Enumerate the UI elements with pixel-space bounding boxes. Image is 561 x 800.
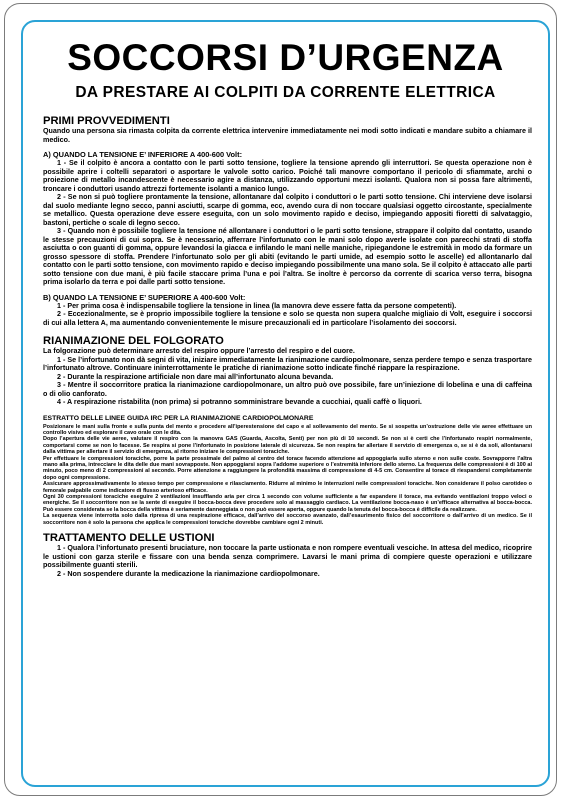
subsection-heading-a: A) QUANDO LA TENSIONE E’ INFERIORE A 400-600 Volt:: [43, 150, 243, 159]
sign-title: SOCCORSI D’URGENZA: [67, 37, 504, 78]
section-heading-ustioni: TRATTAMENTO DELLE USTIONI: [43, 532, 215, 544]
ustioni-item-1: 1 - Qualora l’infortunato presenti bruciature, non toccare la parte ustionata e non rompere eventuali vesciche. In attesa del medico, ricoprire le ustioni con garza sterile e fissare con una benda senza comprimere. Lavarsi le mani prima di compiere queste operazioni e utilizzare possibilmente guanti sterili.: [43, 544, 532, 569]
irc-paragraph-5: Ogni 30 compressioni toraciche eseguire 2 ventilazioni insufflando aria per circa 1 secondo con volume sufficiente a far espandere il torace, ma evitando ventilazioni troppo veloci o energiche. Se il soccorritore non se la sente di eseguire il bocca-bocca deve procedere solo al massaggio cardiaco. La ventilazione bocca-naso è un’efficace alternativa al bocca-bocca. Può essere considerata se la bocca della vittima è seriamente danneggiata o non può essere aperta, oppure quando la tenuta del bocca-bocca è difficile da realizzare.: [43, 493, 532, 513]
rianimazione-item-2: 2 - Durante la respirazione artificiale non dare mai all’infortunato alcuna bevanda.: [57, 372, 334, 381]
irc-paragraph-4: Assicurare approssimativamente lo stesso tempo per compressione e rilasciamento. Ridurre al minimo le interruzioni nelle compressioni toraciche. Non considerare il polso carotideo o femorale palpabile come indicatore di flusso arterioso efficace.: [43, 481, 532, 494]
rianimazione-item-4: 4 - A respirazione ristabilita (non prima) si potranno somministrare bevande a cucchiai, quali caffè o liquori.: [57, 398, 422, 406]
primi-a-item-3: 3 - Quando non è possibile togliere la tensione né allontanare i conduttori o le parti sotto tensione, strappare il colpito dal contatto, usando le stesse precauzioni di cui sopra. Se è necessario, afferrare l’infortunato con le mani solo dopo averle isolate con parecchi strati di stoffa asciutta o con guanti di gomma, oppure levandosi la giacca e infilando le mani nelle maniche, ripiegandone le estremità in modo da formare un grosso spessore di stoffa. Prendere l’infortunato solo per gli abiti (evitando le parti umide, ad esempio sotto le ascelle) ed allontanarlo dal contatto con le parti sotto tensione, con movimento rapido e deciso impiegando possibilmente una mano sola. Se il colpito è attaccato alle parti sotto tensione con due mani, è più facile staccare prima l’una e poi l’altra. Se inoltre è percorso da corrente di scarica verso terra, bisogna prima isolarlo da terra e poi dalle parti sotto tensione.: [43, 227, 532, 286]
rianimazione-intro: La folgorazione può determinare arresto del respiro oppure l’arresto del respiro e del cuore.: [43, 347, 355, 355]
primi-b-item-1: 1 - Per prima cosa è indispensabile togliere la tensione in linea (la manovra deve essere fatta da persone competenti).: [57, 301, 457, 310]
irc-paragraph-2: Dopo l’apertura delle vie aeree, valutare il respiro con la manovra GAS (Guarda, Ascolta, Senti) per non più di 10 secondi. Se non si è certi che l’infortunato respiri normalmente, comportarsi come se non lo facesse. Se respira si pone l’infortunato in posizione laterale di sicurezza. Se non respira far allertare il servizio di emergenza o, se si è da soli, allontanarsi dalla vittima per allertare il servizio di emergenza, al ritorno iniziare le compressioni toraciche.: [43, 436, 532, 456]
ustioni-item-2: 2 - Non sospendere durante la medicazione la rianimazione cardiopolmonare.: [57, 569, 320, 578]
primi-a-item-2: 2 - Se non si può togliere prontamente la tensione, allontanare dal colpito i conduttori o le parti sotto tensione. Chi interviene deve isolarsi dal suolo mediante legno secco, panni asciutti, scarpe di gomma, ecc, avendo cura di non toccare qualsiasi oggetto circostante, specialmente se metallico. Questa operazione deve essere eseguita, con un solo movimento rapido e deciso, impiegando appositi fioretti di salvataggio, bastoni, pertiche o scale di legno secco.: [43, 193, 532, 227]
rianimazione-item-3: 3 - Mentre il soccorritore pratica la rianimazione cardiopolmonare, un altro può ove possibile, fare un’iniezione di lobelina e una di caffeina o di olio canforato.: [43, 381, 532, 398]
sign-content: [43, 115, 532, 578]
rianimazione-item-1: 1 - Se l’infortunato non dà segni di vita, iniziare immediatamente la rianimazione cardiopolmonare, senza perdere tempo e senza trasportare l’infortunato altrove. Continuare ininterrottamente le pratiche di rianimazione sotto indicate finché riappare la respirazione.: [43, 355, 532, 372]
primi-intro: Quando una persona sia rimasta colpita da corrente elettrica intervenire immediatamente nei modi sotto indicati e mandare subito a chiamare il medico.: [43, 127, 532, 144]
irc-paragraph-1: Posizionare le mani sulla fronte e sulla punta del mento e procedere all’iperestensione del capo e al sollevamento del mento. Se si sospetta un’ostruzione delle vie aeree effettuare un controllo visivo ed esplorare il cavo orale con le dita.: [43, 423, 532, 436]
section-heading-irc: ESTRATTO DELLE LINEE GUIDA IRC PER LA RIANIMAZIONE CARDIOPOLMONARE: [43, 414, 314, 422]
sign-inner-frame: [21, 20, 550, 787]
section-heading-rianimazione: RIANIMAZIONE DEL FOLGORATO: [43, 335, 224, 347]
sign-outer-frame: [4, 3, 557, 796]
irc-paragraph-3: Per effettuare le compressioni toraciche, porre la parte prossimale del palmo al centro del torace facendo attenzione ad appoggiarla sullo sterno e non sulle coste. Sovrapporre l’altra mano alla prima, intrecciare le dita delle due mani sovrapposte. Non appoggiarsi sopra l’addome superiore o l’estremità inferiore dello sterno. La frequenza delle compressioni è di 100 al minuto, poco meno di 2 compressioni al secondo. Porre attenzione a raggiungere la profondità massima di compressione di 4-5 cm. Consentire al torace di riespandersi completamente dopo ogni compressione.: [43, 455, 532, 481]
section-heading-primi-provvedimenti: PRIMI PROVVEDIMENTI: [43, 115, 170, 127]
primi-a-item-1: 1 - Se il colpito è ancora a contatto con le parti sotto tensione, togliere la tensione aprendo gli interruttori. Se questa operazione non è possibile aprire i coltelli separatori o asportare le valvole sotto carico. Poiché tali manovre comportano il pericolo di sfiammate, archi o proiezione di metallo incandescente è necessario agire a distanza, utilizzando opportuni mezzi isolanti. Qualora non si possa fare altrimenti, troncare i conduttori usando attrezzi fortemente isolanti a manico lungo.: [43, 159, 532, 193]
subsection-heading-b: B) QUANDO LA TENSIONE E’ SUPERIORE A 400-600 Volt:: [43, 292, 246, 302]
irc-paragraph-6: La sequenza viene interrotta solo dalla ripresa di una respirazione efficace, dall’arrivo del soccorso avanzato, dall’esaurimento fisico del soccorritore o dall’arrivo di un medico. Se il soccorritore non è solo la persona che applica le compressioni toraciche dovrebbe cambiare ogni 2 minuti.: [43, 513, 532, 526]
sign-subtitle: DA PRESTARE AI COLPITI DA CORRENTE ELETTRICA: [75, 84, 496, 101]
primi-b-item-2: 2 - Eccezionalmente, se è proprio impossibile togliere la tensione e solo se questa non supera qualche migliaio di Volt, eseguire i soccorsi di cui alla lettera A, ma aumentando convenientemente le misure precauzionali ed in particolare l’isolamento dei soccorsi.: [43, 310, 532, 327]
